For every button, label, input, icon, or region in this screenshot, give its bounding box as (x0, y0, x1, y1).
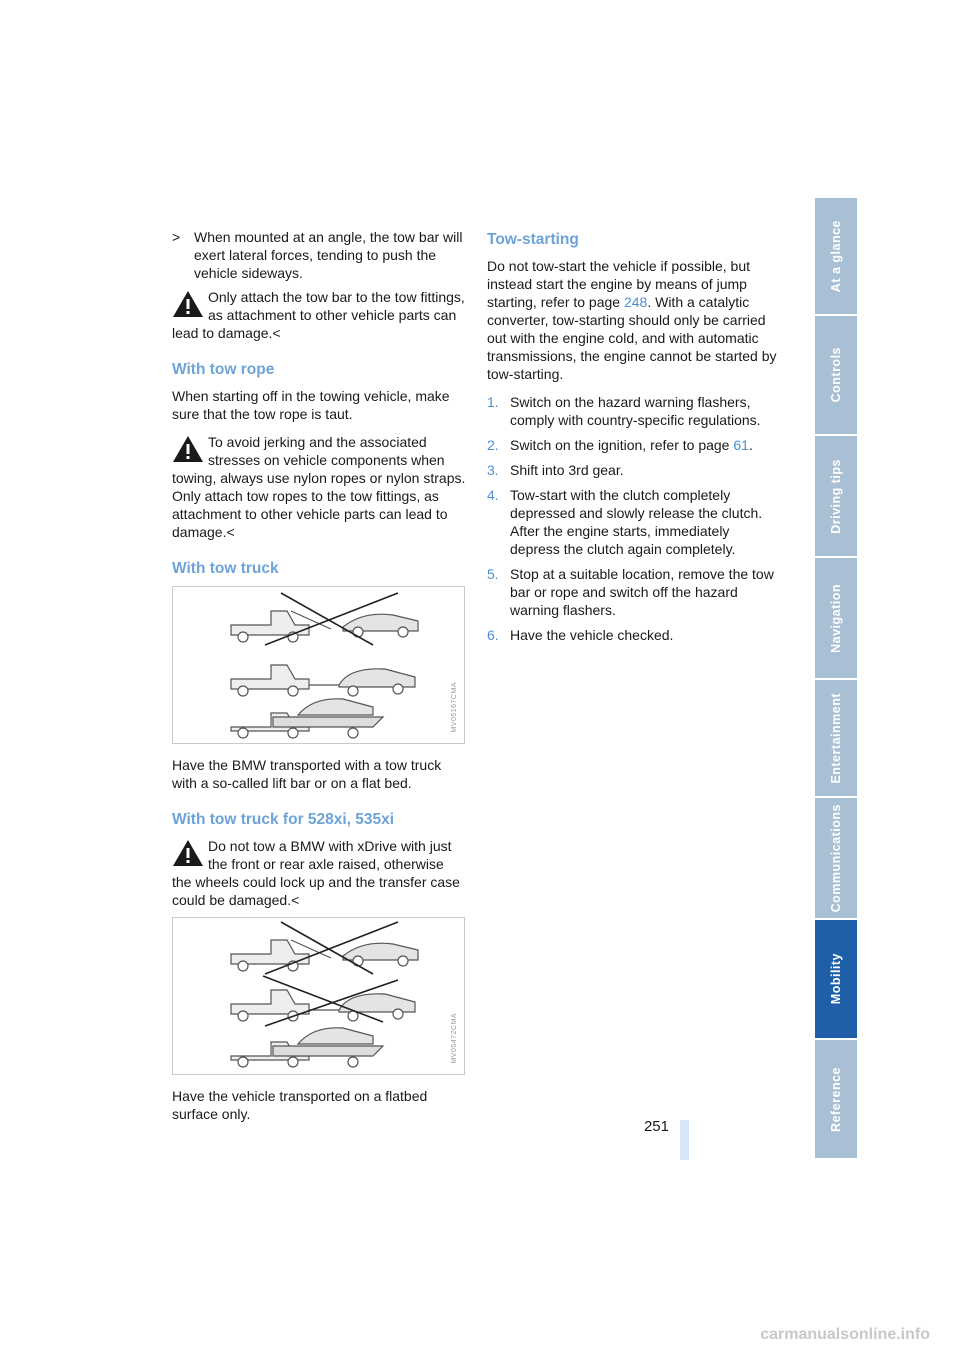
tab-reference[interactable] (815, 1040, 857, 1160)
tab-label: Communications (829, 803, 843, 913)
list-item (487, 436, 783, 454)
bullet-item (172, 228, 466, 282)
step-number: 5. (487, 566, 499, 582)
warning-triangle-icon (172, 290, 204, 318)
tab-communications[interactable] (815, 798, 857, 920)
step-text: Shift into 3rd gear. (510, 462, 624, 478)
tab-label: Navigation (829, 583, 843, 653)
step-text: Switch on the hazard warning flashers, comply with country-specific regulations. (510, 394, 761, 428)
tab-navigation[interactable] (815, 558, 857, 680)
tow-starting-intro (487, 257, 783, 383)
step-number: 6. (487, 627, 499, 643)
step-text-after: . (748, 437, 753, 453)
warning-text: To avoid jerking and the associated stresses on vehicle components when towing, always use nylon ropes or nylon straps. Only attach tow ropes to the tow fittings, as attachment to other vehicle parts can lead to damage.< (172, 434, 466, 540)
list-item (487, 393, 783, 429)
tab-label: Controls (829, 347, 843, 403)
chapter-sidebar (815, 198, 857, 1160)
warning-triangle-icon (172, 839, 204, 867)
warning-triangle-icon (172, 435, 204, 463)
tab-label: Mobility (829, 953, 843, 1005)
step-text: Have the vehicle checked. (510, 627, 674, 643)
tab-label: Reference (829, 1066, 843, 1132)
intro-text-a: Do not tow-start the vehicle if possible, but instead start the engine by means of jump starting, refer to page (487, 258, 751, 310)
bullet-text: When mounted at an angle, the tow bar will exert lateral forces, tending to push the vehicle sideways. (194, 229, 463, 281)
page-link-61[interactable]: 61 (733, 437, 749, 453)
tow-rope-body: When starting off in the towing vehicle, make sure that the tow rope is taut. (172, 388, 450, 422)
list-item (487, 461, 783, 479)
page-number: 251 (643, 1118, 669, 1135)
right-column (487, 228, 783, 651)
figure-code: MV05472CMA (451, 1013, 458, 1064)
intro-text-b: . With a catalytic converter, tow-starting should only be carried out with the engine cold, and with automatic transmissions, the engine cannot be started by tow-starting. (487, 294, 777, 382)
bullet-marker: > (172, 229, 181, 245)
heading-tow-starting: Tow-starting (487, 231, 579, 248)
tab-driving-tips[interactable] (815, 436, 857, 558)
step-text-wrap (510, 436, 783, 454)
watermark: carmanualsonline.info (760, 1326, 930, 1343)
step-number: 1. (487, 394, 499, 410)
figure-code: MV05167CMA (451, 682, 458, 733)
tab-label: Entertainment (829, 692, 843, 784)
warning-text: Do not tow a BMW with xDrive with just the front or rear axle raised, otherwise the wheels could lock up and the transfer case could be damaged.< (172, 838, 460, 908)
xdrive-tow-illustration (172, 917, 465, 1075)
tow-truck-drawing (173, 587, 464, 743)
heading-tow-truck-xi: With tow truck for 528xi, 535xi (172, 811, 395, 828)
step-text: Tow-start with the clutch completely depressed and slowly release the clutch. After the engine starts, immediately depress the clutch again completely. (510, 487, 763, 557)
tow-start-steps (487, 393, 783, 644)
page-marker-bar (680, 1120, 689, 1160)
heading-tow-truck: With tow truck (172, 560, 279, 577)
warning-text: Only attach the tow bar to the tow fittings, as attachment to other vehicle parts can lead to damage.< (172, 289, 465, 341)
step-text: Switch on the ignition, refer to page (510, 437, 734, 453)
tow-truck-body: Have the BMW transported with a tow truck with a so-called lift bar or on a flat bed. (172, 757, 442, 791)
tab-mobility[interactable] (815, 920, 857, 1040)
list-item (487, 565, 783, 619)
tab-controls[interactable] (815, 316, 857, 436)
step-number: 4. (487, 487, 499, 503)
warning-tow-rope (172, 433, 466, 541)
step-number: 3. (487, 462, 499, 478)
step-text: Stop at a suitable location, remove the tow bar or rope and switch off the hazard warning flashers. (510, 566, 774, 618)
heading-tow-rope: With tow rope (172, 361, 275, 378)
step-number: 2. (487, 437, 499, 453)
tow-truck-illustration (172, 586, 465, 744)
left-column (172, 228, 466, 1123)
tab-entertainment[interactable] (815, 680, 857, 798)
page-link-248[interactable]: 248 (623, 294, 648, 310)
warning-xdrive (172, 837, 466, 909)
tow-truck-xi-body: Have the vehicle transported on a flatbed surface only. (172, 1088, 428, 1122)
list-item (487, 486, 783, 558)
tab-label: At a glance (829, 219, 843, 293)
xdrive-tow-drawing (173, 918, 464, 1074)
tab-at-a-glance[interactable] (815, 198, 857, 316)
tab-label: Driving tips (829, 458, 843, 534)
list-item (487, 626, 783, 644)
warning-tow-bar (172, 288, 466, 342)
